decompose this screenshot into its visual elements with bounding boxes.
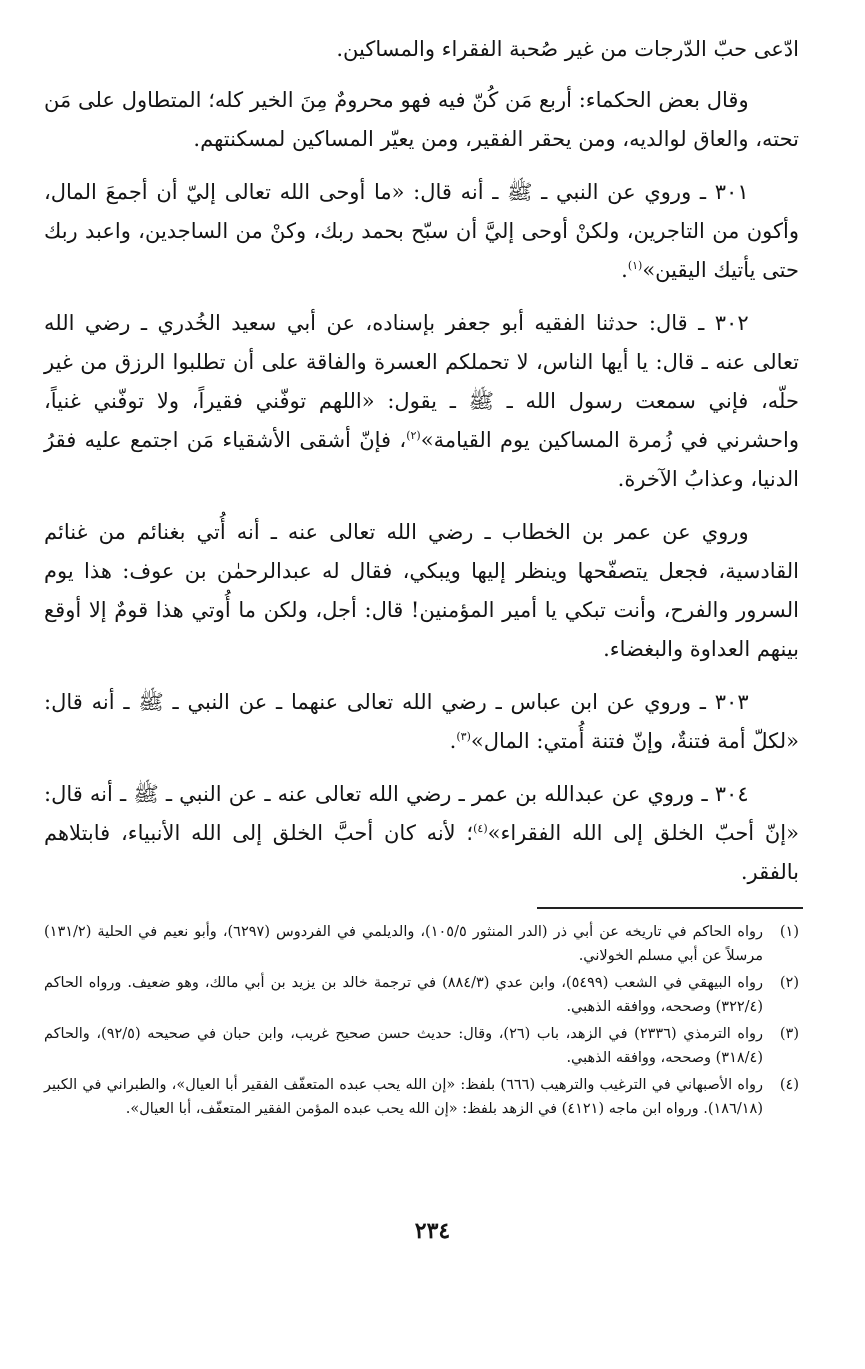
page-number: ٢٣٤ [414, 1218, 451, 1244]
paragraph-hadith-304 [44, 775, 799, 892]
hadith-301-text: ٣٠١ ـ وروي عن النبي ـ ﷺ ـ أنه قال: «ما أوحى الله تعالى إليّ أن أجمعَ المال، وأكون من التاجرين، ولكنْ أوحى إليَّ أن سبّح بحمد ربك، وكنْ من الساجدين، واعبد ربك حتى يأتيك اليقين» [44, 180, 799, 282]
paragraph-umar: وروي عن عمر بن الخطاب ـ رضي الله تعالى عنه ـ أنه أُتي بغنائم من غنائم القادسية، فجعل يتصفّحها وينظر إليها ويبكي، فقال له عبدالرحمٰن بن عوف: هذا يوم السرور والفرح، وأنت تبكي يا أمير المؤمنين! قال: أجل، ولكن ما أُوتي هذا قومٌ إلا أوقع بينهم العداوة والبغضاء. [44, 520, 799, 661]
footnotes-section [44, 920, 799, 1124]
footnote-3 [44, 1022, 799, 1070]
footnote-text: رواه الحاكم في تاريخه عن أبي ذر (الدر المنثور ١٠٥/٥)، والديلمي في الفردوس (٦٢٩٧)، وأبو نعيم في الحلية (١٣١/٢) مرسلاً عن أبي مسلم الخولاني. [44, 924, 763, 964]
hadith-302-text: ٣٠٢ ـ قال: حدثنا الفقيه أبو جعفر بإسناده، عن أبي سعيد الخُدري ـ رضي الله تعالى عنه ـ قال: يا أيها الناس، لا تحملكم العسرة والفاقة على أن تطلبوا الرزق من غير حلّه، فإني سمعت رسول الله ـ ﷺ ـ يقول: «اللهم توفّني فقيراً، ولا توفّني غنياً، واحشرني في زُمرة المساكين يوم القيامة» [44, 311, 799, 452]
footnote-4 [44, 1073, 799, 1121]
paragraph-hadith-302 [44, 304, 799, 499]
footnote-number: (١) [779, 924, 799, 940]
hadith-304-text: ٣٠٤ ـ وروي عن عبدالله بن عمر ـ رضي الله تعالى عنه ـ عن النبي ـ ﷺ ـ أنه قال: «إنّ أحبّ الخلق إلى الله الفقراء» [44, 782, 799, 845]
footnote-2 [44, 971, 799, 1019]
hadith-303-text: ٣٠٣ ـ وروي عن ابن عباس ـ رضي الله تعالى عنهما ـ عن النبي ـ ﷺ ـ أنه قال: «لكلّ أمة فتنةٌ، وإنّ فتنة أُمتي: المال» [44, 690, 799, 753]
footnote-text: رواه البيهقي في الشعب (٥٤٩٩)، وابن عدي (٨٨٤/٣) في ترجمة خالد بن يزيد بن أبي مالك، وهو ضعيف. ورواه الحاكم (٣٢٢/٤) وصححه، ووافقه الذهبي. [44, 975, 763, 1015]
footnote-number: (٣) [779, 1026, 799, 1042]
footnote-ref-2[interactable]: (٢) [406, 429, 421, 442]
footnote-ref-4[interactable]: (٤) [473, 822, 488, 835]
footnote-divider [537, 907, 803, 909]
paragraph-wisdom: وقال بعض الحكماء: أربع مَن كُنّ فيه فهو محرومٌ مِنَ الخير كله؛ المتطاول على مَن تحته، والعاق لوالديه، ومن يحقر الفقير، ومن يعيّر المساكين لمسكنتهم. [44, 88, 799, 151]
footnote-1 [44, 920, 799, 968]
footnote-text: رواه الأصبهاني في الترغيب والترهيب (٦٦٦) بلفظ: «إن الله يحب عبده المتعفّف الفقير أبا العيال»، والطبراني في الكبير (١٨٦/١٨). ورواه ابن ماجه (٤١٢١) في الزهد بلفظ: «إن الله يحب عبده المؤمن الفقير المتعفّف، أبا العيال». [44, 1077, 763, 1117]
hadith-304-tail: ؛ لأنه كان أحبَّ الخلق إلى الله الأنبياء، فابتلاهم بالفقر. [44, 821, 799, 884]
paragraph-opening: ادّعى حبّ الدّرجات من غير صُحبة الفقراء والمساكين. [336, 37, 799, 61]
hadith-302-tail: ، فإنّ أشقى الأشقياء مَن اجتمع عليه فقرُ الدنيا، وعذابُ الآخرة. [44, 428, 799, 491]
footnote-text: رواه الترمذي (٢٣٣٦) في الزهد، باب (٢٦)، وقال: حديث حسن صحيح غريب، وابن حبان في صحيحه (٩٢/٥)، والحاكم (٣١٨/٤) وصححه، ووافقه الذهبي. [44, 1026, 763, 1066]
footnote-ref-3[interactable]: (٣) [456, 730, 471, 743]
paragraph-hadith-303: ٣٠٣ ـ وروي عن ابن عباس ـ رضي الله تعالى عنهما ـ عن النبي ـ ﷺ ـ أنه قال: «لكلّ أمة فتنةٌ، وإنّ فتنة أُمتي: المال»$^{(٣)}$. [44, 690, 799, 753]
paragraph-hadith-301: ٣٠١ ـ وروي عن النبي ـ ﷺ ـ أنه قال: «ما أوحى الله تعالى إليّ أن أجمعَ المال، وأكون من التاجرين، ولكنْ أوحى إليَّ أن سبّح بحمد ربك، وكنْ من الساجدين، واعبد ربك حتى يأتيك اليقين»$^{(١)}$. [44, 180, 799, 282]
main-text [44, 30, 799, 906]
footnote-number: (٤) [779, 1077, 799, 1093]
footnote-number: (٢) [779, 975, 799, 991]
footnote-ref-1[interactable]: (١) [627, 259, 643, 272]
